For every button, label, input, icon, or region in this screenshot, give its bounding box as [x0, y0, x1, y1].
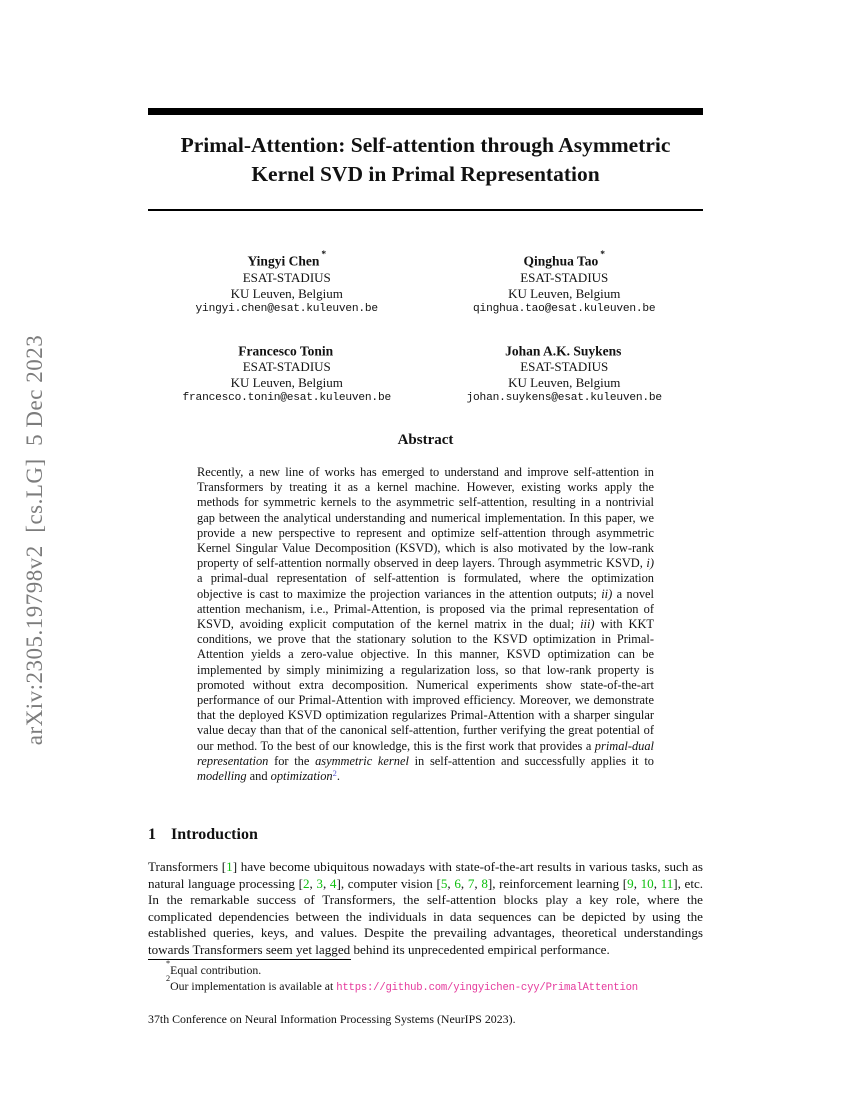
author-name-text: Johan A.K. Suykens: [505, 343, 622, 358]
equal-contribution-mark: *: [321, 249, 327, 260]
paper-title-line1: Primal-Attention: Self-attention through Asymmetric: [180, 133, 671, 157]
footnote-marker: *: [166, 958, 171, 968]
text-segment: ], reinforcement learning [: [487, 875, 628, 891]
citation-link[interactable]: 9: [627, 875, 634, 891]
footnote-divider: [148, 959, 351, 960]
footnote: [148, 958, 703, 979]
text-segment: ,: [322, 875, 330, 891]
author-block: [148, 250, 426, 317]
text-segment: in self-attention and successfully applies it to: [408, 753, 654, 768]
author-institution: KU Leuven, Belgium: [230, 375, 343, 390]
text-segment: Transformers [: [148, 859, 227, 874]
text-segment: ,: [460, 875, 468, 891]
author-name: [426, 250, 704, 270]
author-email: francesco.tonin@esat.kuleuven.be: [182, 392, 391, 404]
section-number: 1: [148, 826, 156, 843]
author-email: johan.suykens@esat.kuleuven.be: [466, 392, 662, 404]
author-email: qinghua.tao@esat.kuleuven.be: [473, 302, 656, 315]
authors-grid: [148, 250, 703, 406]
text-segment: .: [336, 769, 340, 784]
author-name: [148, 340, 426, 360]
text-segment: a novel attention mechanism, i.e., Primal-Attention, is proposed via the primal representation of KSVD, avoiding explicit computation of the kernel matrix in the dual;: [197, 586, 654, 632]
citation-link[interactable]: 1: [226, 859, 233, 874]
citation-link[interactable]: 2: [302, 875, 310, 891]
text-segment: ] have become ubiquitous nowadays with state-of-the-art results in various tasks, such as natural language processing [: [148, 859, 704, 891]
text-segment: Equal contribution.: [170, 963, 262, 977]
abstract-heading: Abstract: [397, 432, 454, 448]
arxiv-watermark: arXiv:2305.19798v2 [cs.LG] 5 Dec 2023: [22, 334, 47, 746]
author-name-text: Yingyi Chen: [247, 253, 320, 269]
author-institution: KU Leuven, Belgium: [508, 375, 621, 390]
text-segment: ii): [601, 586, 613, 601]
text-segment: with KKT conditions, we prove that the stationary solution to the KSVD optimization in Primal-Attention yields a zero-value objective. In this manner, KSVD optimization can be implemented by simply minimizing a regularization loss, so that low-rank property is promoted without extra decomposition. Numerical experiments show state-of-the-art performance of our Primal-Attention with improved efficiency. Moreover, we demonstrate that the deployed KSVD optimization regularizes Primal-Attention with a sharper singular value decay than that of the canonical self-attention, further verifying the great potential of our method. To the best of our knowledge, this is the first work that provides a: [197, 617, 654, 753]
author-institution: KU Leuven, Belgium: [508, 285, 621, 301]
title-divider: [148, 209, 703, 211]
author-institution: KU Leuven, Belgium: [230, 285, 343, 301]
footnote-text: [170, 963, 261, 977]
citation-link[interactable]: 7: [467, 875, 475, 891]
text-segment: ], computer vision [: [336, 875, 441, 891]
author-affiliation: ESAT-STADIUS: [242, 269, 331, 285]
author-name: [426, 340, 704, 360]
footnotes: [148, 958, 703, 996]
top-rule-bar: [148, 108, 703, 115]
author-block: [148, 340, 426, 407]
citation-link[interactable]: 8: [481, 875, 488, 891]
text-segment: and: [246, 769, 271, 784]
citation-link[interactable]: 5: [440, 875, 448, 891]
text-segment: iii): [580, 617, 595, 632]
citation-link[interactable]: 10: [640, 875, 654, 891]
text-segment: ], etc. In the remarkable success of Transformers, the self-attention blocks play a key role, where the complicated dependencies between the individuals in data sequences can be depicted by using the established queries, keys, and values. Despite the prevailing advantages, theoretical understandings towards Transformers seem yet lagged behind its unprecedented empirical performance.: [148, 875, 704, 957]
text-segment: modelling: [197, 769, 247, 784]
section-title: Introduction: [171, 826, 258, 843]
paper-title: [148, 131, 703, 188]
footnote: [148, 974, 703, 997]
introduction-paragraph: [148, 859, 703, 958]
conference-footer: 37th Conference on Neural Information Processing Systems (NeurIPS 2023).: [148, 1012, 516, 1026]
equal-contribution-mark: *: [600, 249, 605, 260]
text-segment: ,: [633, 875, 641, 891]
text-segment: i): [646, 556, 654, 571]
footnote-text: [170, 979, 638, 993]
text-segment: ,: [474, 875, 482, 891]
footnote-marker: 2: [166, 974, 171, 984]
citation-link[interactable]: 4: [329, 875, 337, 891]
author-name-text: Francesco Tonin: [238, 343, 334, 358]
citation-link[interactable]: 3: [316, 875, 323, 891]
text-segment: Our implementation is available at: [170, 978, 337, 993]
text-segment: optimization: [270, 769, 333, 784]
footnote-ref-link[interactable]: 2: [332, 768, 337, 779]
author-affiliation: ESAT-STADIUS: [520, 359, 609, 374]
author-name-text: Qinghua Tao: [523, 253, 599, 269]
text-segment: a primal-dual representation of self-attention is formulated, where the optimization objective is cast to maximize the projection variances in the attention outputs;: [197, 571, 654, 601]
abstract-text: [197, 465, 654, 784]
text-segment: ,: [309, 875, 317, 891]
text-segment: primal-dual representation: [197, 738, 654, 768]
text-segment: ,: [447, 875, 455, 891]
text-segment: for the: [268, 753, 316, 768]
author-email: yingyi.chen@esat.kuleuven.be: [195, 302, 378, 315]
github-url-link[interactable]: https://github.com/yingyichen-cyy/PrimalAttention: [336, 981, 638, 994]
citation-link[interactable]: 6: [454, 875, 461, 891]
author-block: [426, 340, 704, 407]
section-heading-introduction: [148, 826, 703, 844]
page-content: [148, 0, 703, 1100]
author-affiliation: ESAT-STADIUS: [520, 269, 609, 285]
author-block: [426, 250, 704, 317]
text-segment: Recently, a new line of works has emerged to understand and improve self-attention in Transformers by treating it as a kernel machine. However, existing works apply the methods for symmetric kernels to the asymmetric self-attention, resulting in a nontrivial gap between the analytical understanding and numerical implementation. In this paper, we provide a new perspective to represent and optimize self-attention through asymmetric Kernel Singular Value Decomposition (KSVD), which is also motivated by the low-rank property of self-attention normally observed in deep layers. Through asymmetric KSVD,: [197, 465, 654, 571]
author-name: [148, 250, 426, 270]
text-segment: ,: [653, 875, 661, 891]
citation-link[interactable]: 11: [660, 875, 674, 891]
text-segment: asymmetric kernel: [315, 753, 409, 768]
paper-title-line2: Kernel SVD in Primal Representation: [251, 161, 600, 186]
author-affiliation: ESAT-STADIUS: [242, 359, 331, 374]
